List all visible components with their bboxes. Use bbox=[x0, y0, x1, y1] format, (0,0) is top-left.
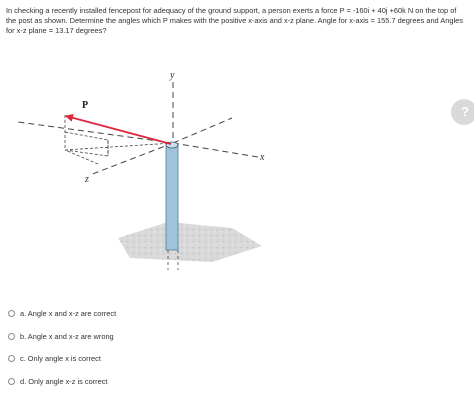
option-b[interactable] bbox=[8, 330, 114, 342]
x-axis-label: x bbox=[260, 152, 265, 163]
option-d[interactable] bbox=[8, 375, 108, 387]
y-axis-label: y bbox=[170, 70, 175, 81]
force-arrow bbox=[66, 116, 171, 144]
option-d-radio[interactable] bbox=[8, 378, 15, 385]
option-a-radio[interactable] bbox=[8, 310, 15, 317]
option-c-label: c. Only angle x is correct bbox=[20, 353, 101, 363]
ground-patch bbox=[118, 222, 262, 262]
option-b-radio[interactable] bbox=[8, 333, 15, 340]
question-mark-icon[interactable]: ? bbox=[451, 99, 474, 125]
option-c[interactable] bbox=[8, 352, 101, 364]
option-b-label: b. Angle x and x-z are wrong bbox=[20, 331, 114, 341]
x-axis-line bbox=[173, 143, 258, 157]
fence-post bbox=[166, 145, 178, 250]
option-d-label: d. Only angle x-z is correct bbox=[20, 376, 108, 386]
z-axis-label: z bbox=[85, 174, 89, 185]
option-a[interactable] bbox=[8, 307, 116, 319]
option-a-label: a. Angle x and x-z are correct bbox=[20, 308, 117, 318]
neg-x-axis-line bbox=[18, 122, 173, 143]
option-c-radio[interactable] bbox=[8, 355, 15, 362]
question-text: In checking a recently installed fencepost for adequacy of the ground support, a person exerts a force P = -160i + 40j +60k N on the top of the post as shown. Determine the angles which P makes with the positive x-axis and x-z plane. Angle for x-axis = 155.7 degrees and Angles for x-z plane = 13.17 degrees? bbox=[6, 6, 463, 35]
far-diagonal-line bbox=[173, 118, 232, 143]
force-label: P bbox=[82, 100, 89, 111]
